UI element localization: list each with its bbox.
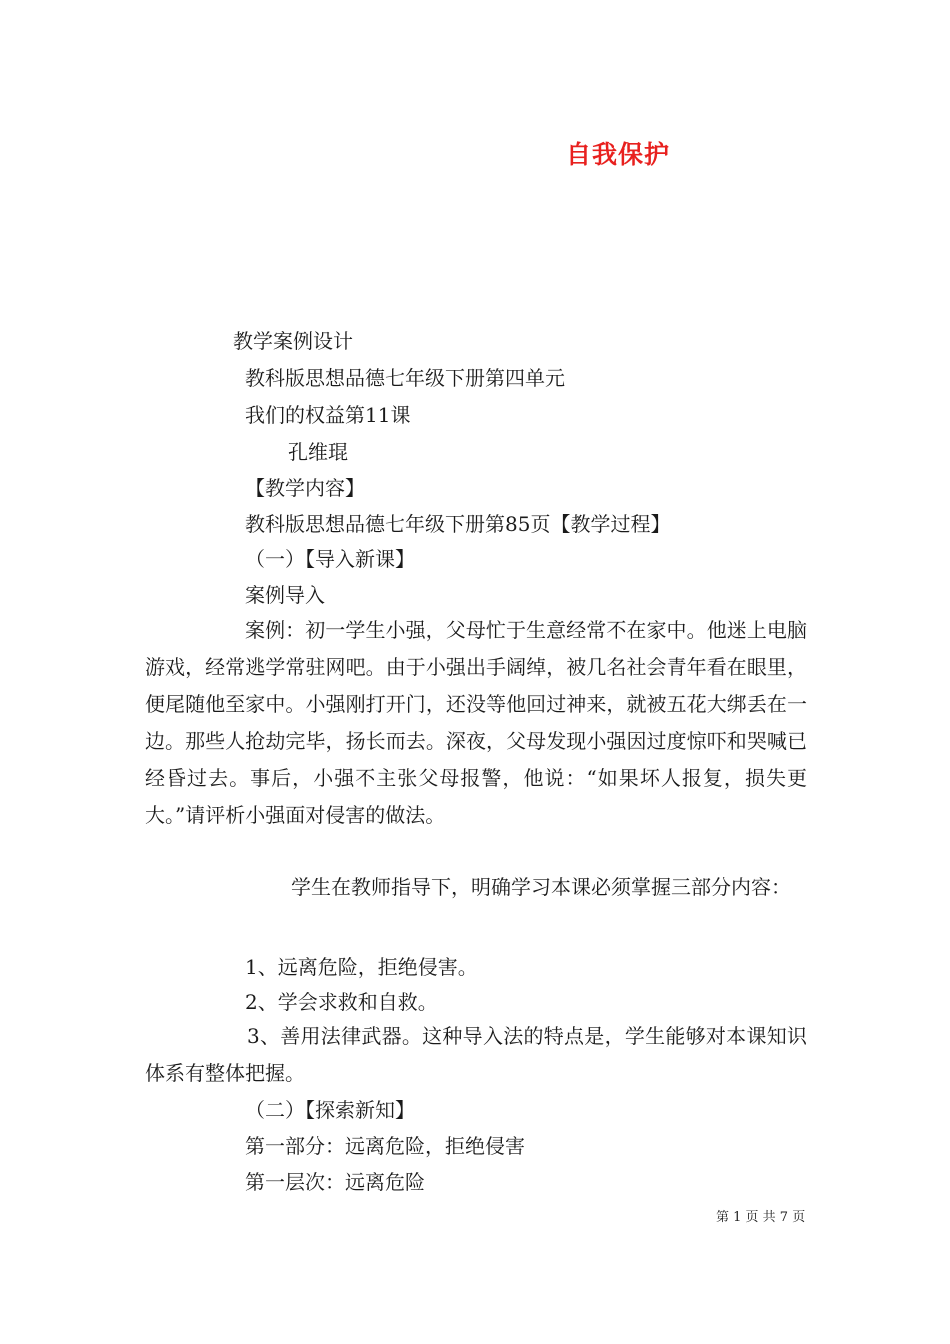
line-lesson-number: 我们的权益第11课 xyxy=(245,403,411,427)
point-1: 1、远离危险，拒绝侵害。 xyxy=(245,955,478,979)
line-intro-heading: （一）【导入新课】 xyxy=(245,547,415,571)
line-textbook-unit: 教科版思想品德七年级下册第四单元 xyxy=(245,366,565,390)
document-title: 自我保护 xyxy=(566,140,671,169)
point-2: 2、学会求救和自救。 xyxy=(245,990,438,1014)
line-lesson-design: 教学案例设计 xyxy=(233,329,353,353)
section2-part1: 第一部分：远离危险，拒绝侵害 xyxy=(245,1134,525,1158)
case-paragraph: 案例：初一学生小强，父母忙于生意经常不在家中。他迷上电脑游戏，经常逃学常驻网吧。由于小强出手阔绰，被几名社会青年看在眼里，便尾随他至家中。小强刚打开门，还没等他回过神来，就被五花大绑丢在一边。那些人抢劫完毕，扬长而去。深夜，父母发现小强因过度惊吓和哭喊已经昏过去。事后，小强不主张父母报警，他说：“如果坏人报复，损失更大。”请评析小强面对侵害的做法。 xyxy=(145,618,807,827)
line-case-intro: 案例导入 xyxy=(245,583,325,607)
section2-heading: （二）【探索新知】 xyxy=(245,1098,415,1122)
line-textbook-page: 教科版思想品德七年级下册第85页【教学过程】 xyxy=(245,512,671,536)
guide-paragraph: 学生在教师指导下，明确学习本课必须掌握三部分内容： xyxy=(291,875,791,899)
line-author: 孔维琨 xyxy=(288,440,348,464)
page-footer: 第 1 页 共 7 页 xyxy=(716,1210,806,1225)
section2-level1: 第一层次：远离危险 xyxy=(245,1170,425,1194)
line-teaching-content: 【教学内容】 xyxy=(245,476,365,500)
point-3: 3、善用法律武器。这种导入法的特点是，学生能够对本课知识体系有整体把握。 xyxy=(145,1024,807,1085)
